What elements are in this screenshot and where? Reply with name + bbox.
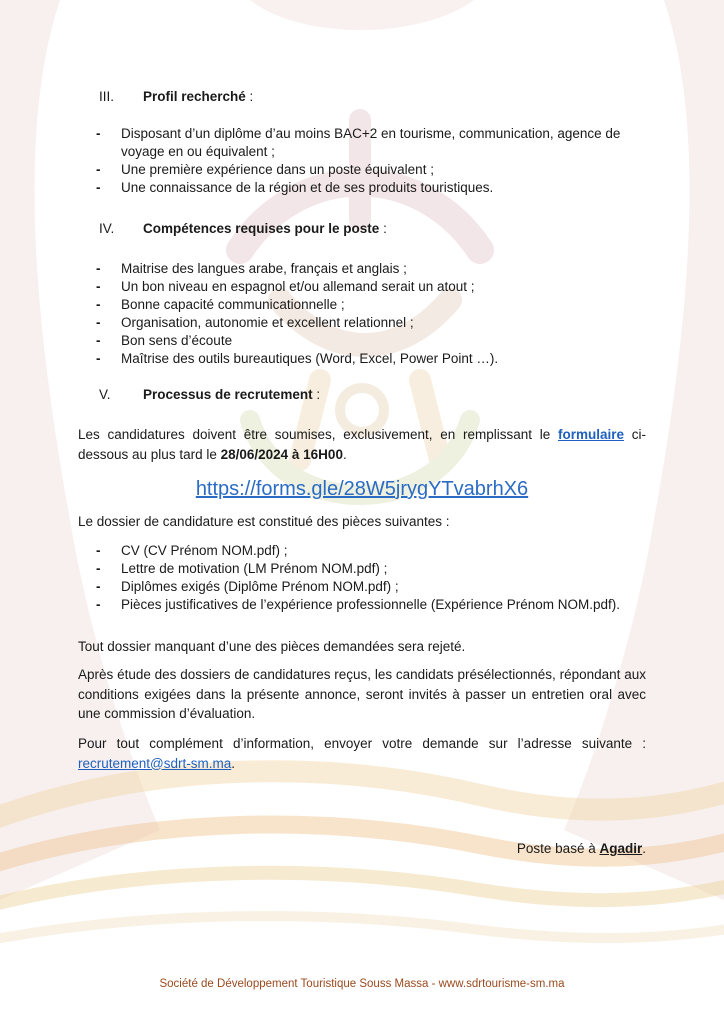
dossier-list [96, 542, 656, 614]
dossier-intro: Le dossier de candidature est constitué des pièces suivantes : [78, 514, 450, 529]
rejection-paragraph: Tout dossier manquant d’une des pièces demandées sera rejeté. [78, 639, 466, 654]
list-item: - Maitrise des langues arabe, français et anglais ; [96, 261, 407, 276]
location-city: Agadir [599, 841, 643, 856]
applications-paragraph: Les candidatures doivent être soumises, exclusivement, en remplissant le formulaire ci-dessous au plus tard le 28/06/2024 à 16H00. [78, 427, 646, 462]
list-item: - Un bon niveau en espagnol et/ou allemand serait un atout ; [96, 279, 475, 294]
contact-paragraph: Pour tout complément d’information, envoyer votre demande sur l’adresse suivante : recrutement@sdrt-sm.ma. [78, 736, 646, 771]
list-item: - Lettre de motivation (LM Prénom NOM.pdf) ; [96, 561, 388, 576]
form-url-link[interactable]: https://forms.gle/28W5jrygYTvabrhX6 [195, 478, 529, 500]
job-location: Poste basé à Agadir. [516, 841, 646, 856]
section-5-title: Processus de recrutement [143, 387, 313, 402]
section-5-number: V. [99, 387, 111, 402]
section-4-suffix: : [379, 221, 387, 236]
list-item: - Une connaissance de la région et de ses produits touristiques. [96, 180, 494, 195]
list-item: - Disposant d’un diplôme d’au moins BAC+2 en tourisme, communication, agence de voyage en ou équivalent ; [96, 126, 621, 159]
form-link[interactable]: formulaire [557, 427, 625, 442]
list-item: - Organisation, autonomie et excellent relationnel ; [96, 315, 414, 330]
section-3-number: III. [99, 89, 115, 104]
list-item: - Bon sens d’écoute [96, 333, 233, 348]
section-3-title: Profil recherché [143, 89, 246, 104]
list-item: - Une première expérience dans un poste équivalent ; [96, 162, 434, 177]
profile-list [96, 125, 656, 197]
page-footer: Société de Développement Touristique Souss Massa - www.sdrtourisme-sm.ma [159, 978, 565, 990]
selection-paragraph: Après étude des dossiers de candidatures reçus, les candidats présélectionnés, répondant aux conditions exigées dans la présente annonce, seront invités à passer un entretien oral avec une commission d’évaluation. [78, 667, 646, 721]
list-item: - Pièces justificatives de l’expérience professionnelle (Expérience Prénom NOM.pdf). [96, 597, 620, 612]
section-3-heading [99, 88, 253, 106]
section-5-suffix: : [312, 387, 321, 402]
section-4-title: Compétences requises pour le poste [143, 221, 380, 236]
section-4-number: IV. [99, 221, 115, 236]
deadline: 28/06/2024 à 16H00 [220, 446, 343, 462]
section-4-heading [99, 220, 387, 238]
contact-email-link[interactable]: recrutement@sdrt-sm.ma [78, 755, 232, 771]
list-item: - CV (CV Prénom NOM.pdf) ; [96, 543, 288, 558]
list-item: - Bonne capacité communicationnelle ; [96, 297, 345, 312]
section-5-heading [99, 386, 320, 404]
section-3-suffix: : [245, 89, 254, 104]
skills-list [96, 260, 656, 368]
list-item: - Diplômes exigés (Diplôme Prénom NOM.pdf) ; [96, 579, 399, 594]
list-item: - Maîtrise des outils bureautiques (Word, Excel, Power Point …). [96, 351, 499, 366]
